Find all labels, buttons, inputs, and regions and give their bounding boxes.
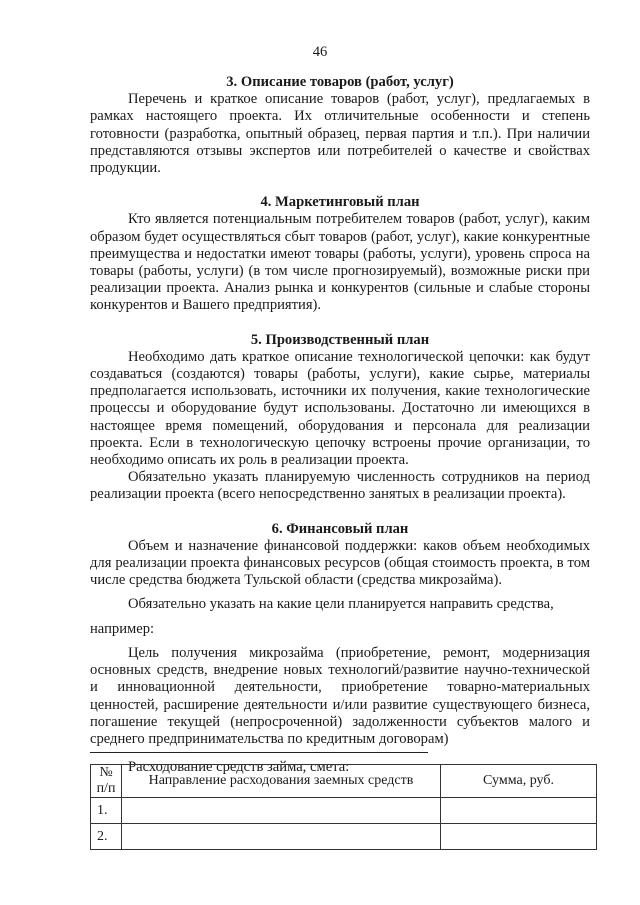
row-sum-cell[interactable]	[441, 824, 597, 850]
section-3-title: 3. Описание товаров (работ, услуг)	[226, 74, 454, 90]
row-direction-cell[interactable]	[122, 798, 441, 824]
expense-table	[90, 764, 597, 850]
fill-in-line	[90, 752, 428, 753]
section-4	[90, 194, 590, 314]
row-number: 1.	[91, 798, 122, 824]
section-6-title: 6. Финансовый план	[271, 520, 409, 537]
row-direction-cell[interactable]	[122, 824, 441, 850]
section-3-paragraph: Перечень и краткое описание товаров (работ, услуг), предлагаемых в рамках настоящего проекта. Их отличительные особенности и степень готовности (разработка, опытный образец, первая партия и т.п.). При наличии представляются отзывы экспертов или потребителей о качестве и свойствах продукции.	[90, 91, 590, 177]
header-number	[91, 765, 122, 798]
page-number: 46	[312, 44, 328, 60]
document-body	[90, 74, 590, 776]
section-6-paragraph-2-cont: например:	[90, 620, 155, 637]
section-5-paragraph-2: Обязательно указать планируемую численность сотрудников на период реализации проекта (всего непосредственно занятых в реализации проекта).	[90, 469, 590, 503]
section-6-paragraph-3: Цель получения микрозайма (приобретение, ремонт, модернизация основных средств, внедрение новых технологий/развитие научно-технической и инновационной деятельности, приобретение товарно-материальных ценностей, расширение деятельности и/или развитие существующего бизнеса, погашение текущей (непросроченной) задолженности субъектов малого и среднего предпринимательства по кредитным договорам)	[90, 644, 590, 747]
section-6	[90, 521, 590, 777]
header-sum: Сумма, руб.	[441, 765, 597, 798]
header-number-line1: №	[99, 765, 113, 780]
section-5-paragraph-1: Необходимо дать краткое описание технологической цепочки: как будут создаваться (создаются) товары (работы, услуги), какие сырье, материалы предполагается использовать, источники их получения, какие технологические процессы и оборудование будут использованы. Достаточно ли имеющихся в настоящее время помещений, оборудования и персонала для реализации проекта. Если в технологическую цепочку встроены прочие организации, то необходимо описать их роль в реализации проекта.	[90, 348, 590, 469]
header-direction: Направление расходования заемных средств	[122, 765, 441, 798]
estimate-caption: Расходование средств займа, смета:	[128, 759, 350, 776]
section-3	[90, 74, 590, 177]
row-number: 2.	[91, 824, 122, 850]
header-number-line2: п/п	[96, 781, 116, 796]
table-row	[91, 798, 597, 824]
section-6-paragraph-2: Обязательно указать на какие цели планируется направить средства,	[128, 596, 554, 613]
section-5-title: 5. Производственный план	[250, 331, 430, 348]
section-4-paragraph: Кто является потенциальным потребителем товаров (работ, услуг), каким образом будет осуществляться сбыт товаров (работ, услуг), какие конкурентные преимущества и недостатки имеют товары (работы, услуги), уровень спроса на товары (работы, услуги) (в том числе прогнозируемый), возможные риски при реализации проекта. Анализ рынка и конкурентов (сильные и слабые стороны конкурентов и Вашего предприятия).	[90, 211, 590, 314]
section-4-title: 4. Маркетинговый план	[260, 194, 420, 211]
section-5	[90, 332, 590, 504]
table-header-row	[91, 765, 597, 798]
row-sum-cell[interactable]	[441, 798, 597, 824]
table-row	[91, 824, 597, 850]
section-6-paragraph-1: Объем и назначение финансовой поддержки: каков объем необходимых для реализации проекта финансовых ресурсов (общая стоимость проекта, в том числе средства бюджета Тульской области (средства микрозайма).	[90, 537, 590, 589]
